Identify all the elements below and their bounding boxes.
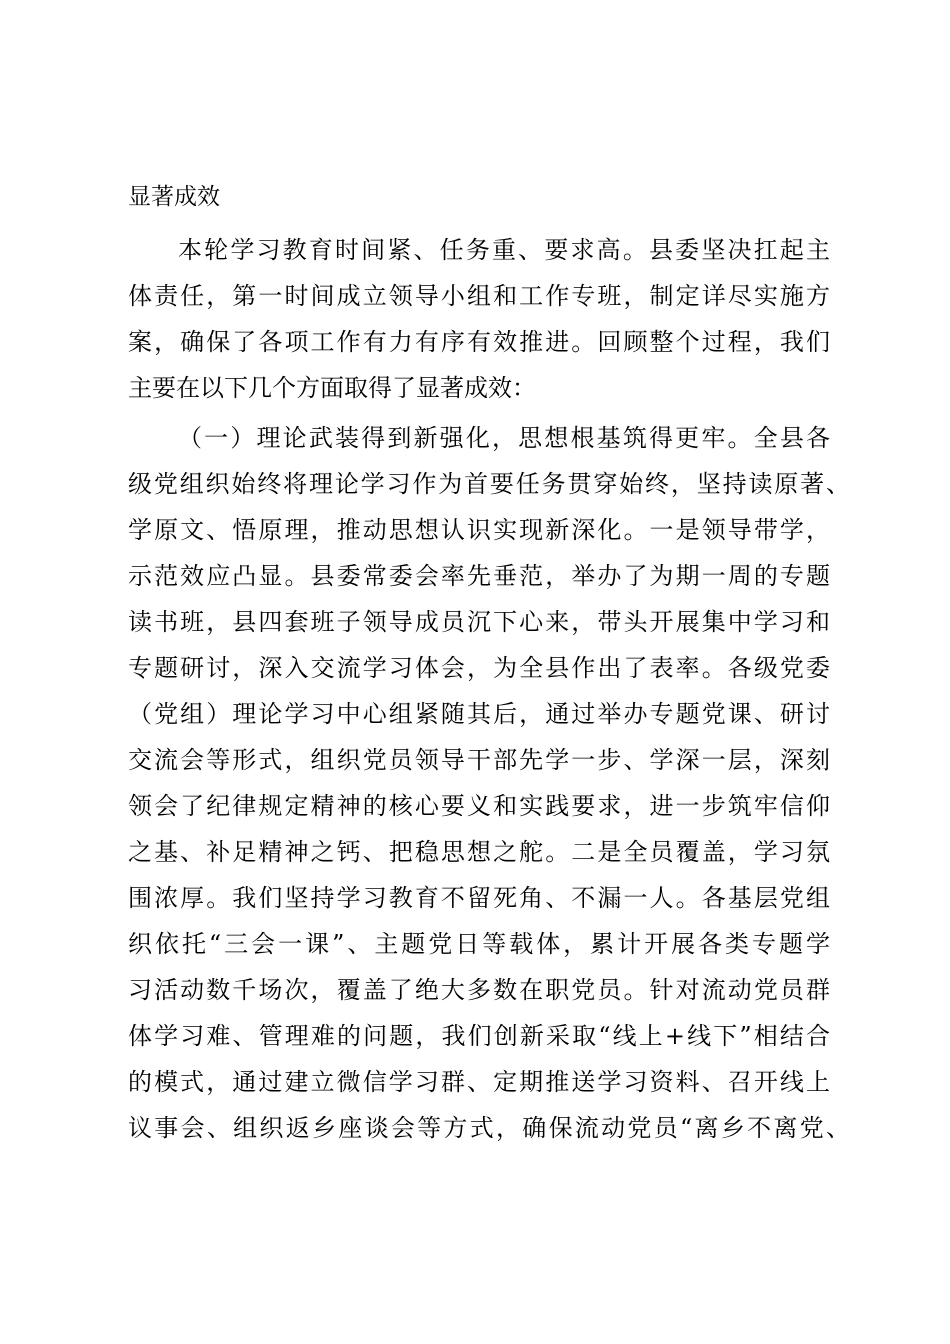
- paragraph-line-9: 读书班，县四套班子领导成员沉下心来，带头开展集中学习和: [128, 608, 830, 636]
- paragraph-line-4: 主要在以下几个方面取得了显著成效：: [128, 374, 536, 402]
- paragraph-line-16: 织依托“三会一课”、主题党日等载体，累计开展各类专题学: [128, 930, 830, 958]
- paragraph-line-6: 级党组织始终将理论学习作为首要任务贯穿始终，坚持读原著、: [128, 470, 850, 498]
- paragraph-line-17: 习活动数千场次，覆盖了绝大多数在职党员。针对流动党员群: [128, 976, 830, 1004]
- paragraph-line-1: 本轮学习教育时间紧、任务重、要求高。县委坚决扛起主: [178, 236, 830, 264]
- paragraph-line-11: （党组）理论学习中心组紧随其后，通过举办专题党课、研讨: [128, 700, 830, 728]
- paragraph-line-7: 学原文、悟原理，推动思想认识实现新深化。一是领导带学，: [128, 516, 830, 544]
- paragraph-line-2: 体责任，第一时间成立领导小组和工作专班，制定详尽实施方: [128, 282, 830, 310]
- paragraph-line-13: 领会了纪律规定精神的核心要义和实践要求，进一步筑牢信仰: [128, 792, 830, 820]
- paragraph-line-18: 体学习难、管理难的问题，我们创新采取“线上+线下”相结合: [128, 1022, 830, 1050]
- paragraph-line-3: 案，确保了各项工作有力有序有效推进。回顾整个过程，我们: [128, 328, 830, 356]
- paragraph-line-20: 议事会、组织返乡座谈会等方式，确保流动党员“离乡不离党、: [128, 1114, 850, 1142]
- paragraph-line-8: 示范效应凸显。县委常委会率先垂范，举办了为期一周的专题: [128, 562, 830, 590]
- paragraph-line-19: 的模式，通过建立微信学习群、定期推送学习资料、召开线上: [128, 1068, 830, 1096]
- paragraph-line-10: 专题研讨，深入交流学习体会，为全县作出了表率。各级党委: [128, 654, 830, 682]
- paragraph-line-14: 之基、补足精神之钙、把稳思想之舵。二是全员覆盖，学习氛: [128, 838, 830, 866]
- paragraph-line-15: 围浓厚。我们坚持学习教育不留死角、不漏一人。各基层党组: [128, 884, 830, 912]
- section-title: 显著成效: [128, 184, 220, 210]
- paragraph-line-12: 交流会等形式，组织党员领导干部先学一步、学深一层，深刻: [128, 746, 830, 774]
- paragraph-line-5: （一）理论武装得到新强化，思想根基筑得更牢。全县各: [178, 424, 830, 452]
